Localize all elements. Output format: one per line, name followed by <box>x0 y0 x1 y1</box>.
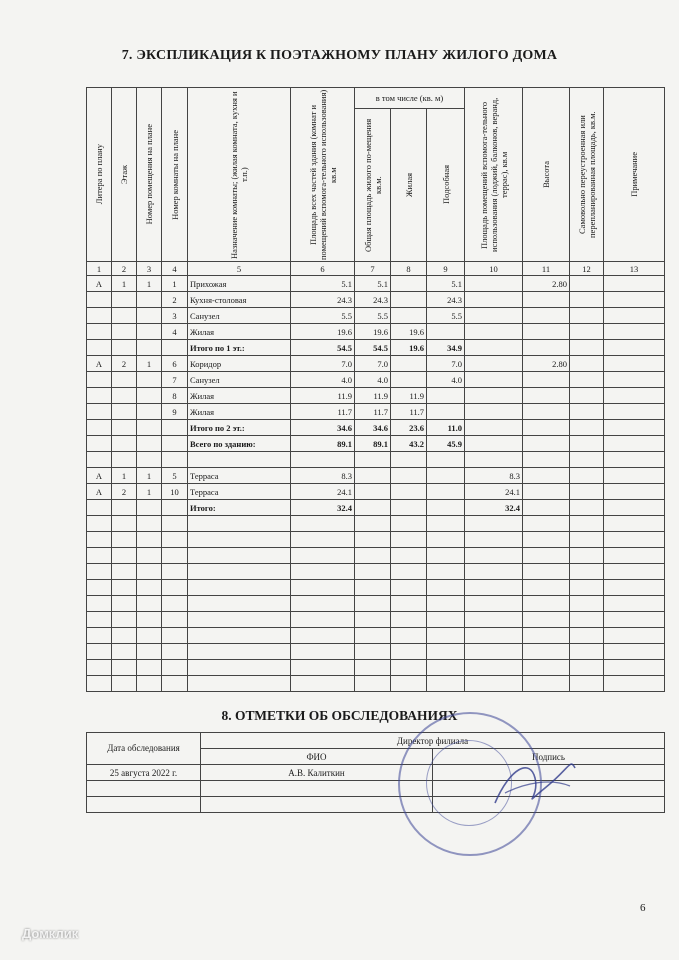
table-cell <box>162 500 188 516</box>
table-cell <box>112 436 137 452</box>
table-cell <box>391 276 427 292</box>
table-cell <box>570 356 604 372</box>
table-cell <box>137 340 162 356</box>
inspection-date: 25 августа 2022 г. <box>87 765 201 781</box>
table-cell <box>523 372 570 388</box>
table-cell <box>112 340 137 356</box>
table-row <box>87 468 665 484</box>
table-cell <box>87 340 112 356</box>
column-index: 5 <box>188 262 291 276</box>
table-cell: 45.9 <box>427 436 465 452</box>
table-cell: 32.4 <box>291 500 355 516</box>
table-cell <box>570 276 604 292</box>
table-cell <box>570 500 604 516</box>
table-cell: Жилая <box>188 324 291 340</box>
table-cell <box>391 372 427 388</box>
table-cell: 5.1 <box>355 276 391 292</box>
table-cell: 24.3 <box>355 292 391 308</box>
table-cell <box>570 436 604 452</box>
empty-row <box>87 580 665 596</box>
table-cell <box>355 452 391 468</box>
table-cell: Прихожая <box>188 276 291 292</box>
table-row <box>87 436 665 452</box>
column-index: 9 <box>427 262 465 276</box>
table-cell <box>87 452 112 468</box>
table-cell: 5.1 <box>291 276 355 292</box>
table-cell <box>570 388 604 404</box>
table-cell: 2 <box>162 292 188 308</box>
table-cell: 4 <box>162 324 188 340</box>
date-header: Дата обследования <box>87 733 201 765</box>
page-number: 6 <box>640 902 646 914</box>
table-cell <box>162 452 188 468</box>
empty-cell <box>87 797 201 813</box>
table-cell <box>604 500 665 516</box>
table-cell <box>391 468 427 484</box>
table-cell: А <box>87 484 112 500</box>
table-cell: 32.4 <box>465 500 523 516</box>
sign-header: Подпись <box>433 749 665 765</box>
table-cell: Терраса <box>188 484 291 500</box>
table-cell <box>137 308 162 324</box>
table-cell: 9 <box>162 404 188 420</box>
table-cell: 8.3 <box>291 468 355 484</box>
table-cell: 54.5 <box>355 340 391 356</box>
table-cell: 5.5 <box>355 308 391 324</box>
table-cell <box>570 324 604 340</box>
column-index: 4 <box>162 262 188 276</box>
table-row <box>87 500 665 516</box>
table-cell: Всего по зданию: <box>188 436 291 452</box>
table-cell: 1 <box>137 484 162 500</box>
table-cell <box>137 420 162 436</box>
table-cell <box>112 500 137 516</box>
empty-row <box>87 596 665 612</box>
table-cell <box>570 340 604 356</box>
table-cell: 54.5 <box>291 340 355 356</box>
table-cell <box>523 436 570 452</box>
table-cell <box>465 452 523 468</box>
header-room-no: Номер помещения на плане <box>137 88 162 262</box>
table-cell <box>465 308 523 324</box>
table-cell <box>291 452 355 468</box>
table-cell <box>523 340 570 356</box>
table-cell <box>87 324 112 340</box>
table-cell <box>465 356 523 372</box>
header-litera: Литера по плану <box>87 88 112 262</box>
table-cell <box>112 420 137 436</box>
table-cell: 11.7 <box>391 404 427 420</box>
table-cell: Терраса <box>188 468 291 484</box>
table-cell <box>604 356 665 372</box>
table-cell: 19.6 <box>291 324 355 340</box>
header-unauth: Самовольно переустроенная или перепланированная площадь, кв.м. <box>570 88 604 262</box>
column-index: 3 <box>137 262 162 276</box>
table-cell <box>391 292 427 308</box>
table-cell: 34.9 <box>427 340 465 356</box>
table-cell <box>604 388 665 404</box>
fio-header: ФИО <box>201 749 433 765</box>
table-cell: 3 <box>162 308 188 324</box>
table-cell <box>391 308 427 324</box>
table-cell <box>87 404 112 420</box>
table-cell <box>604 484 665 500</box>
table-cell: 2 <box>112 356 137 372</box>
signature-image <box>490 748 580 818</box>
table-cell <box>427 500 465 516</box>
watermark: Домклик <box>22 926 79 941</box>
column-index: 12 <box>570 262 604 276</box>
table-cell <box>112 308 137 324</box>
header-note: Примечание <box>604 88 665 262</box>
table-cell <box>523 468 570 484</box>
column-index: 13 <box>604 262 665 276</box>
table-cell: 19.6 <box>355 324 391 340</box>
table-row <box>87 484 665 500</box>
table-cell <box>391 356 427 372</box>
table-cell: 2.80 <box>523 276 570 292</box>
table-cell <box>87 292 112 308</box>
column-index: 11 <box>523 262 570 276</box>
table-cell <box>137 500 162 516</box>
table-cell <box>465 420 523 436</box>
table-cell <box>427 452 465 468</box>
column-index: 2 <box>112 262 137 276</box>
empty-row <box>87 516 665 532</box>
header-area-all: Площадь всех частей здания (комнат и помещений вспомога-тельного использования) кв.м <box>291 88 355 262</box>
table-cell <box>162 340 188 356</box>
table-cell <box>604 404 665 420</box>
empty-cell <box>87 781 201 797</box>
table-cell <box>465 388 523 404</box>
table-cell <box>112 324 137 340</box>
table-row <box>87 452 665 468</box>
header-incl: в том числе (кв. м) <box>355 88 465 109</box>
header-aux: Подсобная <box>427 109 465 262</box>
column-index: 7 <box>355 262 391 276</box>
column-index: 1 <box>87 262 112 276</box>
header-floor: Этаж <box>112 88 137 262</box>
table-cell: 11.9 <box>355 388 391 404</box>
empty-cell <box>201 797 433 813</box>
table-cell: 11.9 <box>291 388 355 404</box>
table-cell: 89.1 <box>291 436 355 452</box>
header-komn-no: Номер комнаты на плане <box>162 88 188 262</box>
inspector-fio: А.В. Калиткин <box>201 765 433 781</box>
table-cell <box>523 420 570 436</box>
table-cell <box>427 324 465 340</box>
table-cell <box>570 468 604 484</box>
header-height: Высота <box>523 88 570 262</box>
table-cell <box>87 436 112 452</box>
header-aux-area: Площадь помещений вспомога-тельного использования (лоджий, балконов, веранд, террас), кв.м <box>465 88 523 262</box>
table-cell <box>87 372 112 388</box>
table-cell: А <box>87 276 112 292</box>
table-cell: 24.3 <box>291 292 355 308</box>
table-cell: 24.3 <box>427 292 465 308</box>
column-index: 8 <box>391 262 427 276</box>
table-cell <box>570 452 604 468</box>
table-cell: 1 <box>112 468 137 484</box>
table-cell <box>188 452 291 468</box>
table-row <box>87 404 665 420</box>
table-cell: 4.0 <box>355 372 391 388</box>
table-cell <box>523 308 570 324</box>
inspections-title: 8. ОТМЕТКИ ОБ ОБСЛЕДОВАНИЯХ <box>221 708 458 723</box>
table-cell <box>427 404 465 420</box>
explication-body <box>87 262 665 692</box>
table-cell <box>427 484 465 500</box>
table-cell: 5.1 <box>427 276 465 292</box>
table-cell <box>87 420 112 436</box>
table-cell: 19.6 <box>391 340 427 356</box>
table-cell: 7.0 <box>427 356 465 372</box>
table-cell <box>137 452 162 468</box>
table-cell <box>604 372 665 388</box>
table-cell: 19.6 <box>391 324 427 340</box>
table-cell <box>523 324 570 340</box>
table-cell: Итого: <box>188 500 291 516</box>
table-cell <box>570 420 604 436</box>
table-cell <box>604 340 665 356</box>
table-cell <box>427 468 465 484</box>
table-cell <box>355 500 391 516</box>
table-cell <box>604 292 665 308</box>
table-cell: 1 <box>112 276 137 292</box>
empty-row <box>87 532 665 548</box>
column-index: 6 <box>291 262 355 276</box>
table-row <box>87 372 665 388</box>
table-cell <box>465 292 523 308</box>
table-cell <box>137 324 162 340</box>
table-cell: 2.80 <box>523 356 570 372</box>
table-cell <box>523 404 570 420</box>
table-cell: Итого по 2 эт.: <box>188 420 291 436</box>
table-cell <box>604 324 665 340</box>
table-cell <box>604 276 665 292</box>
table-cell <box>391 500 427 516</box>
empty-row <box>87 660 665 676</box>
empty-row <box>87 564 665 580</box>
table-cell <box>604 308 665 324</box>
table-cell <box>112 372 137 388</box>
empty-row <box>87 612 665 628</box>
table-cell: 11.7 <box>291 404 355 420</box>
table-cell <box>137 436 162 452</box>
table-cell <box>112 452 137 468</box>
table-cell: 34.6 <box>291 420 355 436</box>
table-cell <box>465 436 523 452</box>
table-cell <box>570 308 604 324</box>
column-index-row <box>87 262 665 276</box>
table-cell <box>604 468 665 484</box>
table-cell <box>87 388 112 404</box>
table-cell: 5.5 <box>427 308 465 324</box>
table-row <box>87 388 665 404</box>
table-row <box>87 292 665 308</box>
table-cell: 5 <box>162 468 188 484</box>
table-row <box>87 356 665 372</box>
table-cell <box>570 372 604 388</box>
table-cell <box>112 388 137 404</box>
table-cell: 2 <box>112 484 137 500</box>
table-cell <box>523 388 570 404</box>
table-cell: 24.1 <box>465 484 523 500</box>
table-cell: А <box>87 468 112 484</box>
table-cell <box>137 404 162 420</box>
table-cell <box>604 420 665 436</box>
table-cell <box>137 292 162 308</box>
table-cell <box>162 436 188 452</box>
empty-row <box>87 644 665 660</box>
table-cell: 34.6 <box>355 420 391 436</box>
table-cell: 1 <box>137 276 162 292</box>
table-cell <box>137 388 162 404</box>
table-cell <box>523 484 570 500</box>
table-cell <box>391 452 427 468</box>
table-cell: Санузел <box>188 372 291 388</box>
table-cell: 89.1 <box>355 436 391 452</box>
table-cell: 10 <box>162 484 188 500</box>
header-living: Жилая <box>391 109 427 262</box>
table-cell: 23.6 <box>391 420 427 436</box>
table-row <box>87 308 665 324</box>
table-cell: Кухня-столовая <box>188 292 291 308</box>
table-cell <box>465 324 523 340</box>
table-cell: 7.0 <box>355 356 391 372</box>
table-row <box>87 340 665 356</box>
table-cell <box>427 388 465 404</box>
table-cell <box>523 292 570 308</box>
table-cell: 1 <box>162 276 188 292</box>
table-cell: 4.0 <box>427 372 465 388</box>
table-cell: 24.1 <box>291 484 355 500</box>
table-cell: 6 <box>162 356 188 372</box>
table-cell: 11.7 <box>355 404 391 420</box>
table-cell <box>604 452 665 468</box>
table-cell: 1 <box>137 356 162 372</box>
table-cell: 8.3 <box>465 468 523 484</box>
table-cell: 7 <box>162 372 188 388</box>
table-cell: 11.9 <box>391 388 427 404</box>
table-cell <box>355 468 391 484</box>
table-cell <box>391 484 427 500</box>
table-cell <box>465 340 523 356</box>
table-cell: Коридор <box>188 356 291 372</box>
table-cell <box>87 308 112 324</box>
table-cell <box>465 404 523 420</box>
table-cell: 43.2 <box>391 436 427 452</box>
table-cell <box>87 500 112 516</box>
table-cell: 1 <box>137 468 162 484</box>
table-cell: 7.0 <box>291 356 355 372</box>
empty-row <box>87 628 665 644</box>
table-cell: 11.0 <box>427 420 465 436</box>
header-purpose: Назначение комнаты; (жилая комната, кухня и т.п.) <box>188 88 291 262</box>
table-cell <box>465 276 523 292</box>
director-header: Директор филиала <box>201 733 665 749</box>
table-cell <box>523 452 570 468</box>
table-cell <box>162 420 188 436</box>
table-cell <box>570 292 604 308</box>
empty-row <box>87 548 665 564</box>
table-cell <box>570 404 604 420</box>
table-cell <box>112 404 137 420</box>
table-cell <box>523 500 570 516</box>
table-cell: Жилая <box>188 404 291 420</box>
table-cell <box>355 484 391 500</box>
table-cell <box>570 484 604 500</box>
table-cell <box>137 372 162 388</box>
table-cell <box>112 292 137 308</box>
table-cell: Итого по 1 эт.: <box>188 340 291 356</box>
table-cell: 5.5 <box>291 308 355 324</box>
explication-table <box>86 87 665 692</box>
table-row <box>87 276 665 292</box>
column-index: 10 <box>465 262 523 276</box>
table-cell: Санузел <box>188 308 291 324</box>
explication-title: 7. ЭКСПЛИКАЦИЯ К ПОЭТАЖНОМУ ПЛАНУ ЖИЛОГО ДОМА <box>121 48 558 63</box>
table-row <box>87 324 665 340</box>
table-cell <box>465 372 523 388</box>
table-cell: 4.0 <box>291 372 355 388</box>
table-cell: А <box>87 356 112 372</box>
table-row <box>87 420 665 436</box>
header-area-total: Общая площадь жилого по-мещения кв.м. <box>355 109 391 262</box>
empty-row <box>87 676 665 692</box>
table-cell <box>604 436 665 452</box>
table-cell: 8 <box>162 388 188 404</box>
table-cell: Жилая <box>188 388 291 404</box>
